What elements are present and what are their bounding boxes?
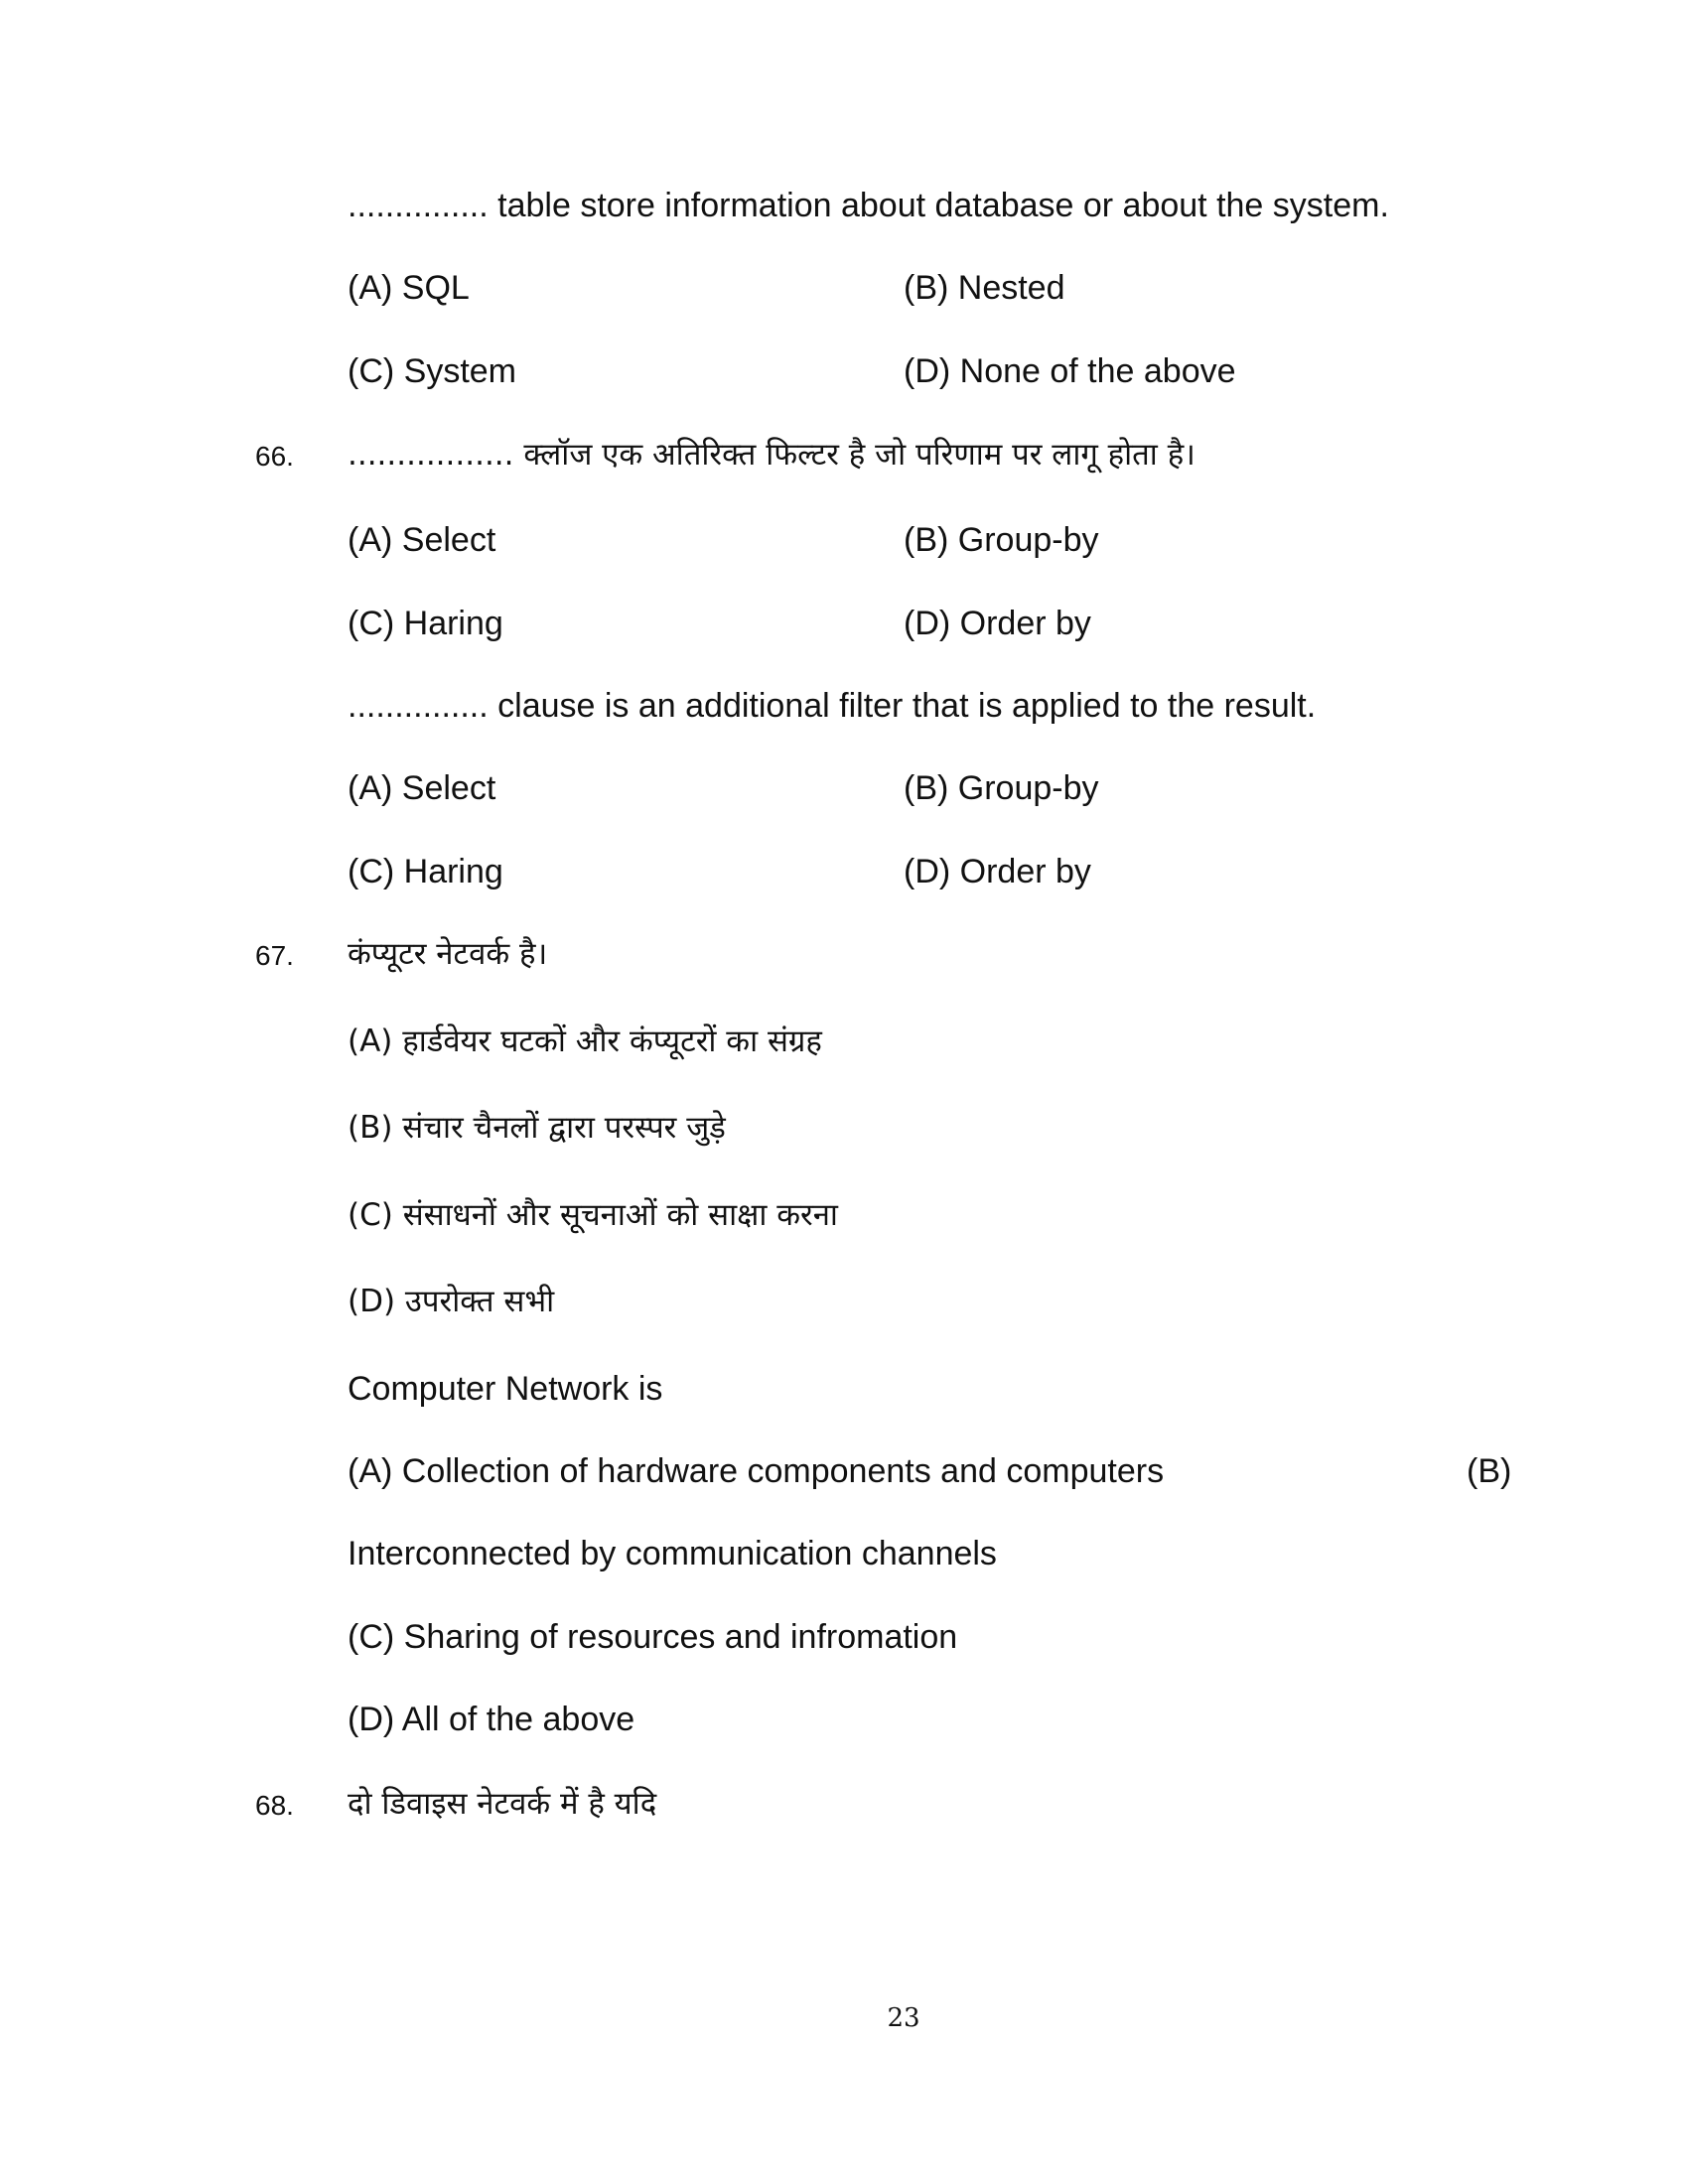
q67-hi-option-a: (A) हार्डवेयर घटकों और कंप्यूटरों का संग्रह xyxy=(348,1024,822,1059)
q66-hi-option-c: (C) Haring xyxy=(348,605,503,642)
q66-en-option-a: (A) Select xyxy=(348,769,496,807)
q66-en-option-c: (C) Haring xyxy=(348,853,503,890)
q67-question-en: Computer Network is xyxy=(348,1370,663,1408)
q67-hi-option-b: (B) संचार चैनलों द्वारा परस्पर जुड़े xyxy=(348,1110,726,1146)
q66-question-en: ............... clause is an additional filter that is applied to the result. xyxy=(348,687,1317,725)
q67-en-option-d: (D) All of the above xyxy=(348,1701,635,1738)
q65-question-en: ............... table store information about database or about the system. xyxy=(348,187,1389,224)
q66-en-option-b: (B) Group-by xyxy=(904,769,1099,807)
q67-hi-option-d: (D) उपरोक्त सभी xyxy=(348,1284,555,1319)
q65-option-d: (D) None of the above xyxy=(904,352,1236,390)
q65-option-a: (A) SQL xyxy=(348,269,470,307)
page-number: 23 xyxy=(887,2003,920,2033)
q67-hi-option-c: (C) संसाधनों और सूचनाओं को साक्षा करना xyxy=(348,1197,838,1233)
q67-en-option-c: (C) Sharing of resources and infromation xyxy=(348,1618,958,1656)
q67-en-option-b-label: (B) xyxy=(1467,1452,1512,1490)
q66-hi-option-d: (D) Order by xyxy=(904,605,1091,642)
q65-option-b: (B) Nested xyxy=(904,269,1065,307)
q66-en-option-d: (D) Order by xyxy=(904,853,1091,890)
q68-number: 68. xyxy=(255,1790,294,1821)
q67-en-option-b-text: Interconnected by communication channels xyxy=(348,1535,997,1572)
q68-question-hi: दो डिवाइस नेटवर्क में है यदि xyxy=(348,1786,657,1822)
q67-en-option-a: (A) Collection of hardware components and computers xyxy=(348,1452,1165,1490)
q66-hi-option-a: (A) Select xyxy=(348,521,496,559)
q66-question-hi: ................. क्लॉज एक अतिरिक्त फिल्टर है जो परिणाम पर लागू होता है। xyxy=(348,437,1196,473)
q66-number: 66. xyxy=(255,441,294,472)
q66-hi-option-b: (B) Group-by xyxy=(904,521,1099,559)
q67-question-hi: कंप्यूटर नेटवर्क है। xyxy=(348,936,548,972)
q67-number: 67. xyxy=(255,940,294,971)
q65-option-c: (C) System xyxy=(348,352,516,390)
